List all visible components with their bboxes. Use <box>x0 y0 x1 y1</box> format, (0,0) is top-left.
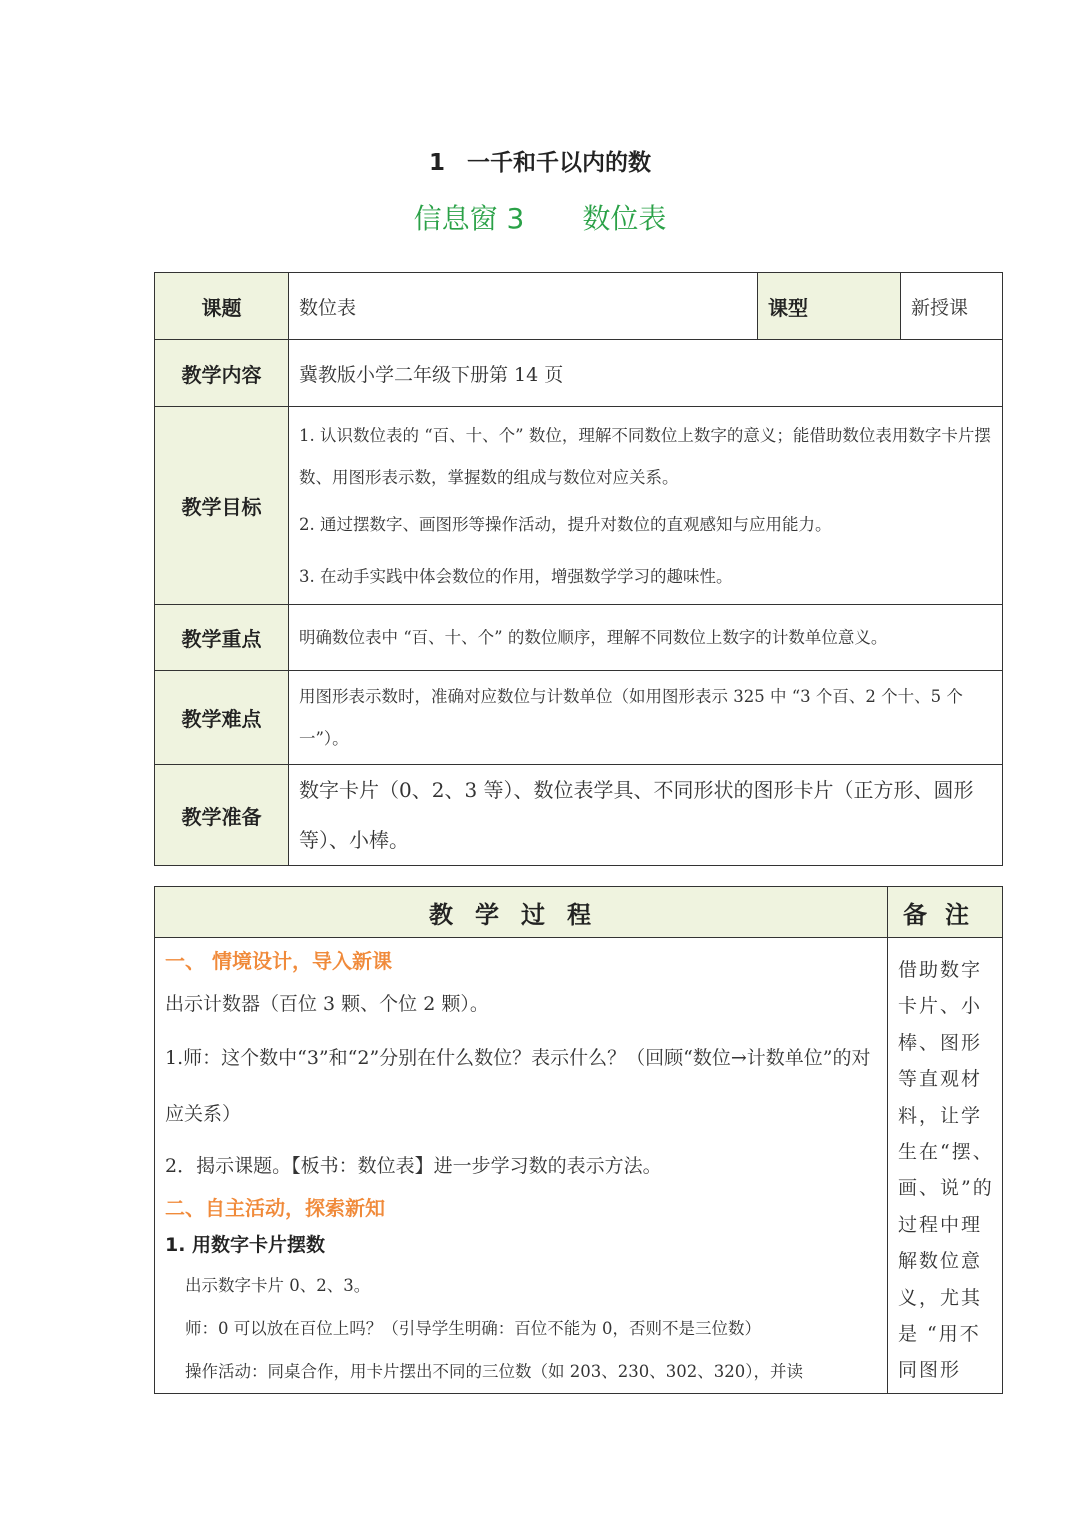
process-body-row <box>155 938 1003 1394</box>
goal-1: 1. 认识数位表的 “百、十、个” 数位，理解不同数位上数字的意义；能借助数位表用数字卡片摆数、用图形表示数，掌握数的组成与数位对应关系。 <box>299 426 991 487</box>
topic-row <box>155 273 1003 340</box>
unit-number: 1 <box>428 150 445 176</box>
section-2-title: 二、自主活动，探索新知 <box>165 1196 385 1220</box>
lesson-info-table <box>154 272 1003 866</box>
process-body <box>155 938 888 1394</box>
notes-header: 备注 <box>888 887 1003 938</box>
lesson-title <box>0 197 1080 237</box>
section-2-line-1: 出示数字卡片 0、2、3。 <box>185 1276 371 1295</box>
teaching-process-table <box>154 886 1003 1394</box>
section-1-line-3: 2．揭示课题。【板书：数位表】进一步学习数的表示方法。 <box>165 1155 662 1177</box>
goal-2: 2. 通过摆数字、画图形等操作活动，提升对数位的直观感知与应用能力。 <box>299 515 832 534</box>
topic-label: 课题 <box>155 273 289 340</box>
key-point-value: 明确数位表中 “百、十、个” 的数位顺序，理解不同数位上数字的计数单位意义。 <box>289 605 1003 671</box>
lesson-topic: 数位表 <box>582 202 667 235</box>
content-row <box>155 340 1003 407</box>
content-value: 冀教版小学二年级下册第 14 页 <box>289 340 1003 407</box>
goals-label: 教学目标 <box>155 407 289 605</box>
section-1-line-2: 1.师：这个数中“3”和“2”分别在什么数位？表示什么？（回顾“数位→计数单位”的对应关系） <box>165 1047 871 1125</box>
info-window-label: 信息窗 3 <box>413 202 525 235</box>
difficulty-row <box>155 671 1003 765</box>
process-header: 教学过程 <box>155 887 888 938</box>
preparation-value: 数字卡片（0、2、3 等）、数位表学具、不同形状的图形卡片（正方形、圆形等）、小棒。 <box>289 765 1003 866</box>
section-2-line-3: 操作活动：同桌合作，用卡片摆出不同的三位数（如 203、230、302、320），并读 <box>185 1362 803 1381</box>
section-2-subheading: 1. 用数字卡片摆数 <box>165 1234 326 1256</box>
section-1-title: 一、 情境设计，导入新课 <box>165 949 392 973</box>
difficulty-label: 教学难点 <box>155 671 289 765</box>
preparation-label: 教学准备 <box>155 765 289 866</box>
topic-value: 数位表 <box>289 273 758 340</box>
section-1-line-1: 出示计数器（百位 3 颗、个位 2 颗）。 <box>165 993 489 1015</box>
unit-title <box>0 144 1080 177</box>
content-label: 教学内容 <box>155 340 289 407</box>
key-point-row <box>155 605 1003 671</box>
key-point-label: 教学重点 <box>155 605 289 671</box>
notes-cell: 借助数字卡片、小棒、图形等直观材料，让学生在“摆、画、说”的过程中理解数位意义，尤其是 “用不同图形 <box>888 938 1003 1394</box>
process-header-row <box>155 887 1003 938</box>
difficulty-value: 用图形表示数时，准确对应数位与计数单位（如用图形表示 325 中 “3 个百、2 个十、5 个一”）。 <box>289 671 1003 765</box>
type-label: 课型 <box>758 273 901 340</box>
goals-cell <box>289 407 1003 605</box>
goal-3: 3. 在动手实践中体会数位的作用，增强数学学习的趣味性。 <box>299 567 733 586</box>
goals-row <box>155 407 1003 605</box>
preparation-row <box>155 765 1003 866</box>
type-value: 新授课 <box>901 273 1003 340</box>
unit-title-text: 一千和千以内的数 <box>467 150 651 176</box>
section-2-line-2: 师：0 可以放在百位上吗？（引导学生明确：百位不能为 0，否则不是三位数） <box>185 1319 761 1338</box>
